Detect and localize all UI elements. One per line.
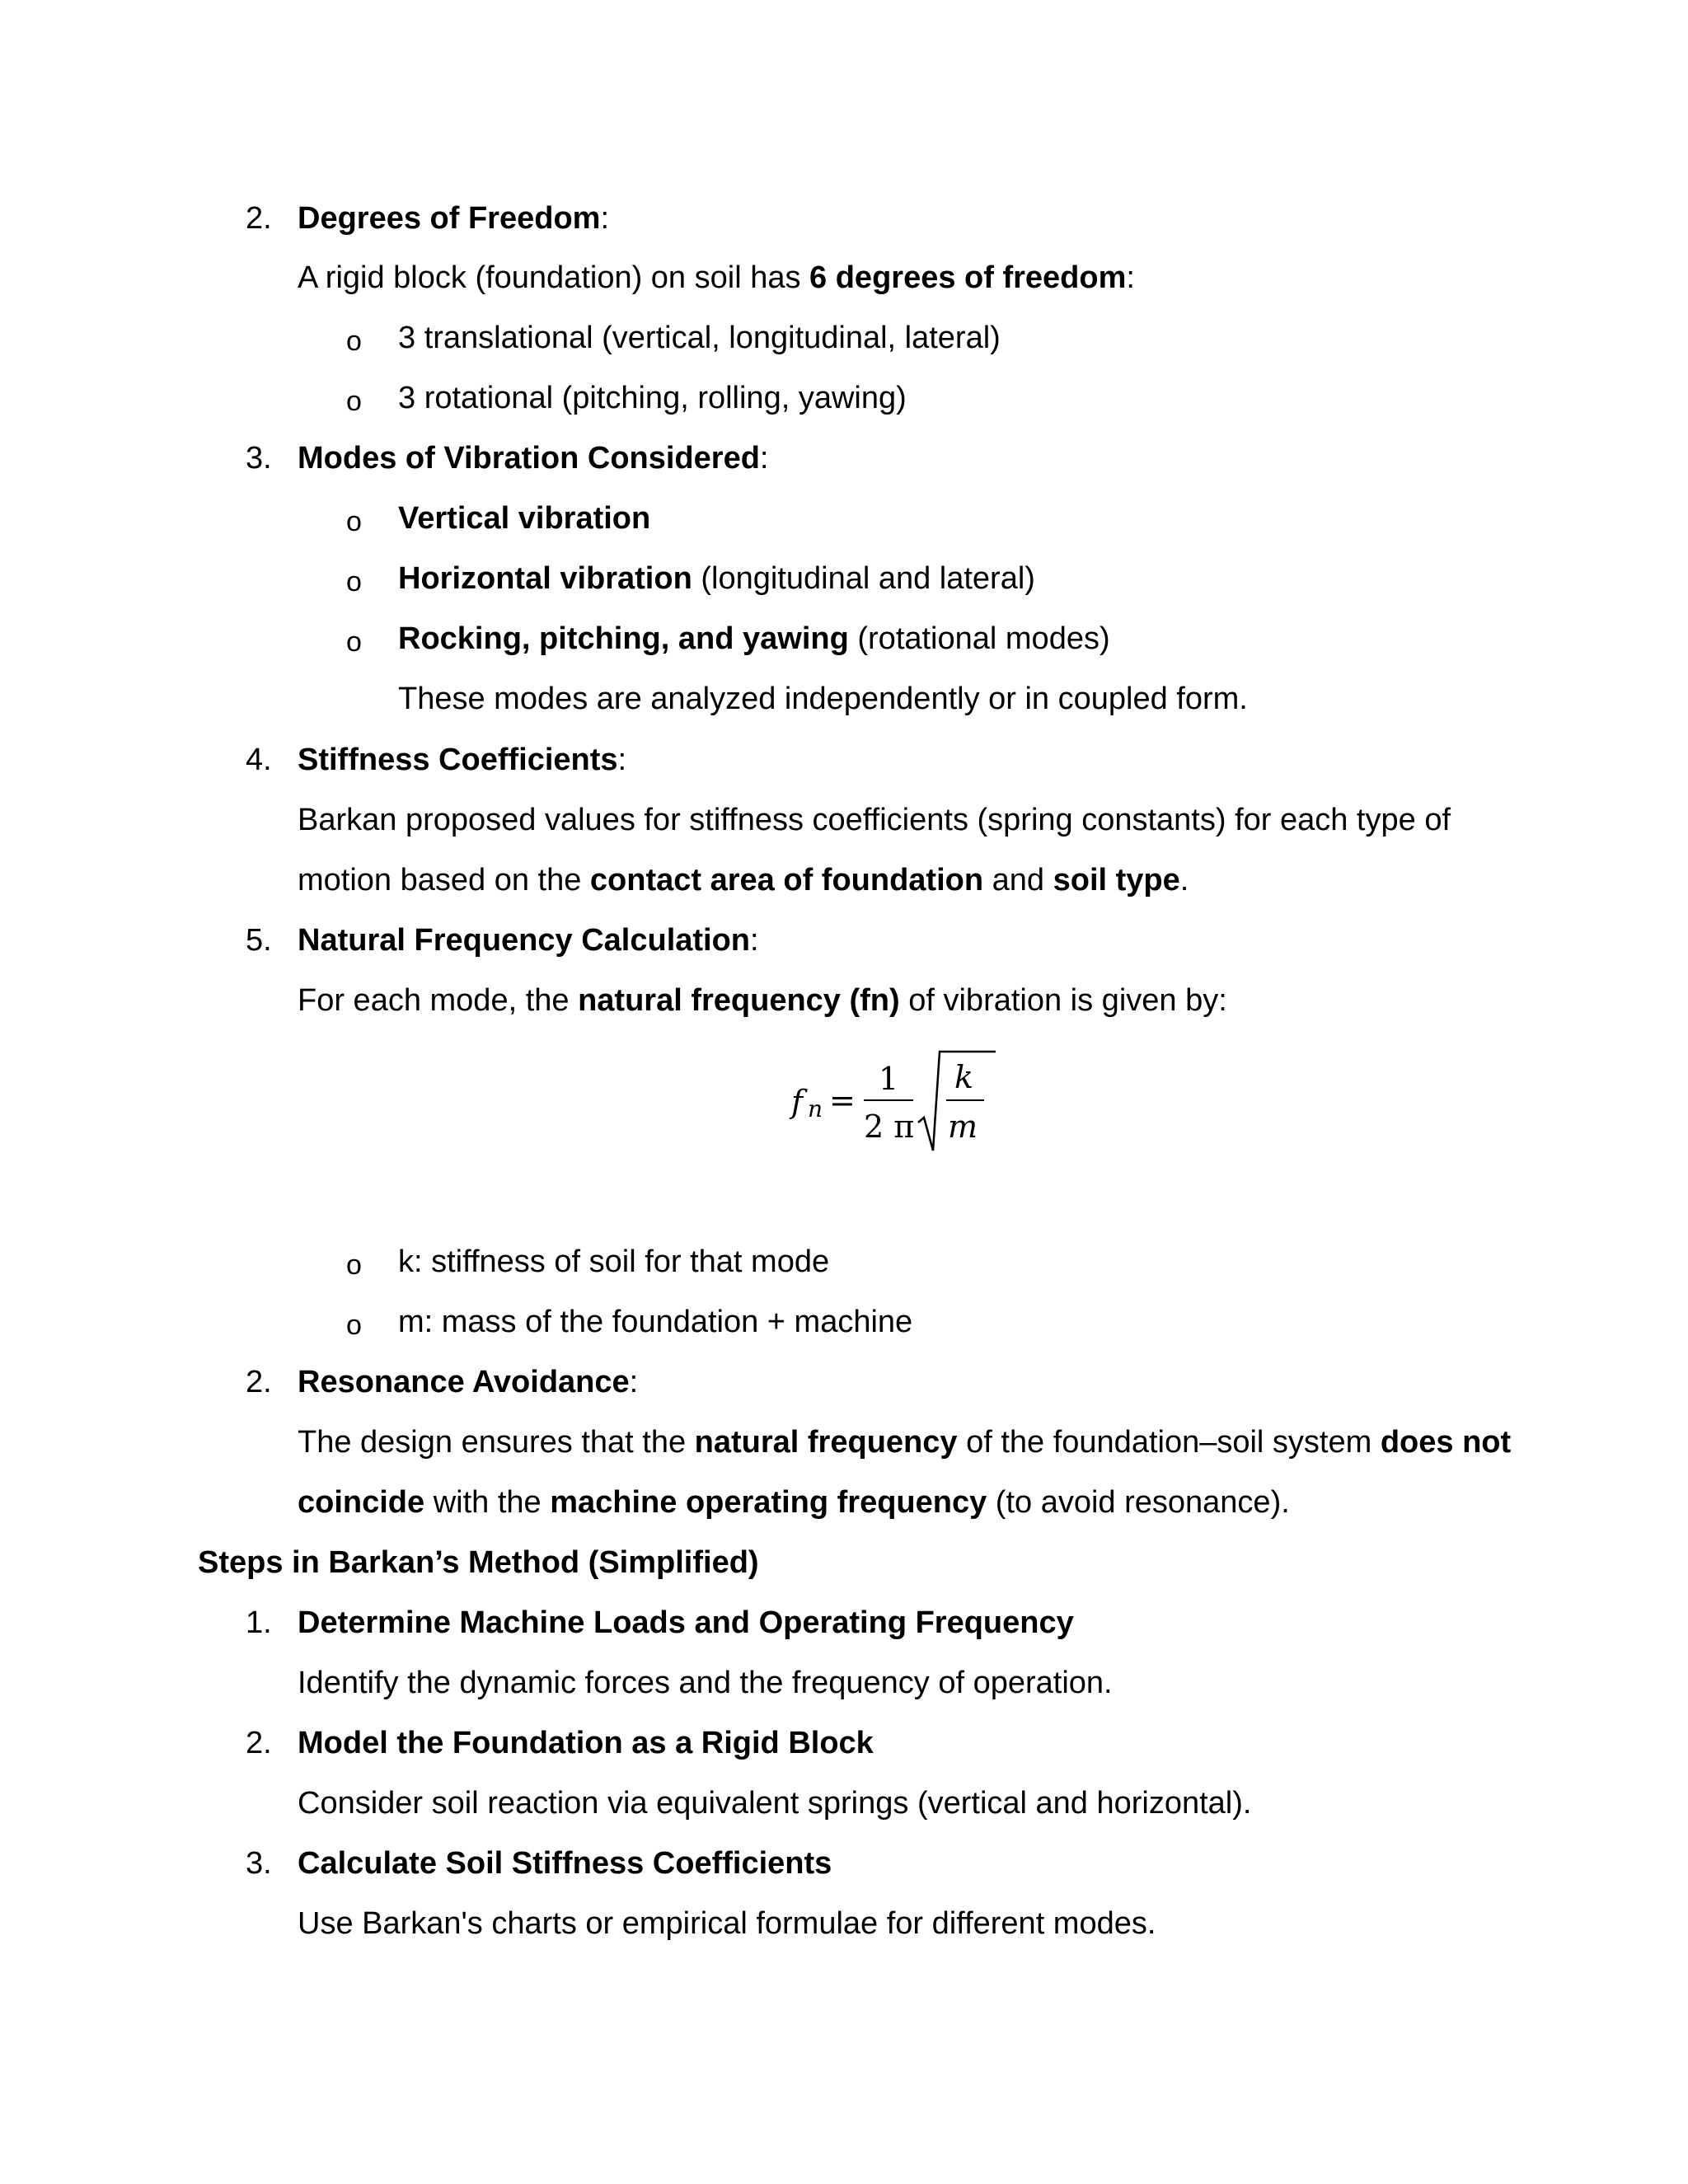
section-heading: Steps in Barkan’s Method (Simplified) <box>198 1545 759 1580</box>
item-title: Resonance Avoidance <box>298 1365 630 1399</box>
bullet-icon: o <box>346 386 362 417</box>
radical-numerator: k <box>954 1059 974 1095</box>
radical-fraction-bar <box>946 1099 984 1101</box>
formula-numerator: 1 <box>879 1061 899 1097</box>
item-title: Modes of Vibration Considered <box>298 441 760 476</box>
formula-equals: = <box>829 1082 856 1118</box>
fraction-bar <box>864 1099 913 1101</box>
bullet-icon: o <box>346 1249 362 1281</box>
list-number: 5. <box>246 923 272 958</box>
paragraph: coincide with the machine operating frequency (to avoid resonance). <box>298 1485 1290 1520</box>
step-desc: Use Barkan's charts or empirical formulae for different modes. <box>298 1906 1156 1941</box>
list-number: 2. <box>246 1726 272 1760</box>
list-number: 2. <box>246 201 272 236</box>
step-title: Determine Machine Loads and Operating Frequency <box>298 1605 1074 1640</box>
formula-subscript: n <box>808 1095 823 1122</box>
bullet-text: Rocking, pitching, and yawing (rotational modes) <box>398 621 1110 656</box>
paragraph: motion based on the contact area of foundation and soil type. <box>298 863 1189 898</box>
list-number: 4. <box>246 743 272 777</box>
bullet-icon: o <box>346 626 362 658</box>
step-title: Calculate Soil Stiffness Coefficients <box>298 1846 832 1881</box>
bullet-text: Vertical vibration <box>398 501 651 536</box>
bullet-text: k: stiffness of soil for that mode <box>398 1244 830 1279</box>
paragraph: Barkan proposed values for stiffness coefficients (spring constants) for each type of <box>298 803 1451 837</box>
bullet-icon: o <box>346 1310 362 1341</box>
step-desc: Consider soil reaction via equivalent springs (vertical and horizontal). <box>298 1786 1252 1821</box>
formula-denominator: 2 π <box>864 1108 915 1145</box>
formula-lhs: f <box>791 1084 804 1120</box>
item-title: Natural Frequency Calculation <box>298 923 751 958</box>
list-number: 3. <box>246 441 272 476</box>
list-number: 3. <box>246 1846 272 1881</box>
paragraph: The design ensures that the natural frequency of the foundation–soil system does not <box>298 1425 1512 1460</box>
bullet-icon: o <box>346 566 362 598</box>
bullet-text: m: mass of the foundation + machine <box>398 1305 913 1339</box>
bullet-text: 3 translational (vertical, longitudinal, lateral) <box>398 321 1001 355</box>
list-number: 2. <box>246 1365 272 1399</box>
bullet-text: 3 rotational (pitching, rolling, yawing) <box>398 381 907 415</box>
paragraph: For each mode, the natural frequency (fn) of vibration is given by: <box>298 983 1227 1018</box>
natural-frequency-formula <box>791 1047 997 1170</box>
bullet-icon: o <box>346 326 362 357</box>
paragraph: These modes are analyzed independently or in coupled form. <box>398 682 1248 716</box>
item-title: Stiffness Coefficients <box>298 743 618 777</box>
list-number: 1. <box>246 1605 272 1640</box>
radical-denominator: m <box>948 1108 978 1145</box>
step-desc: Identify the dynamic forces and the frequency of operation. <box>298 1666 1113 1700</box>
bullet-text: Horizontal vibration (longitudinal and lateral) <box>398 561 1035 596</box>
bullet-icon: o <box>346 506 362 537</box>
step-title: Model the Foundation as a Rigid Block <box>298 1726 874 1760</box>
paragraph: A rigid block (foundation) on soil has 6 degrees of freedom: <box>298 260 1135 295</box>
item-title: Degrees of Freedom <box>298 201 601 236</box>
